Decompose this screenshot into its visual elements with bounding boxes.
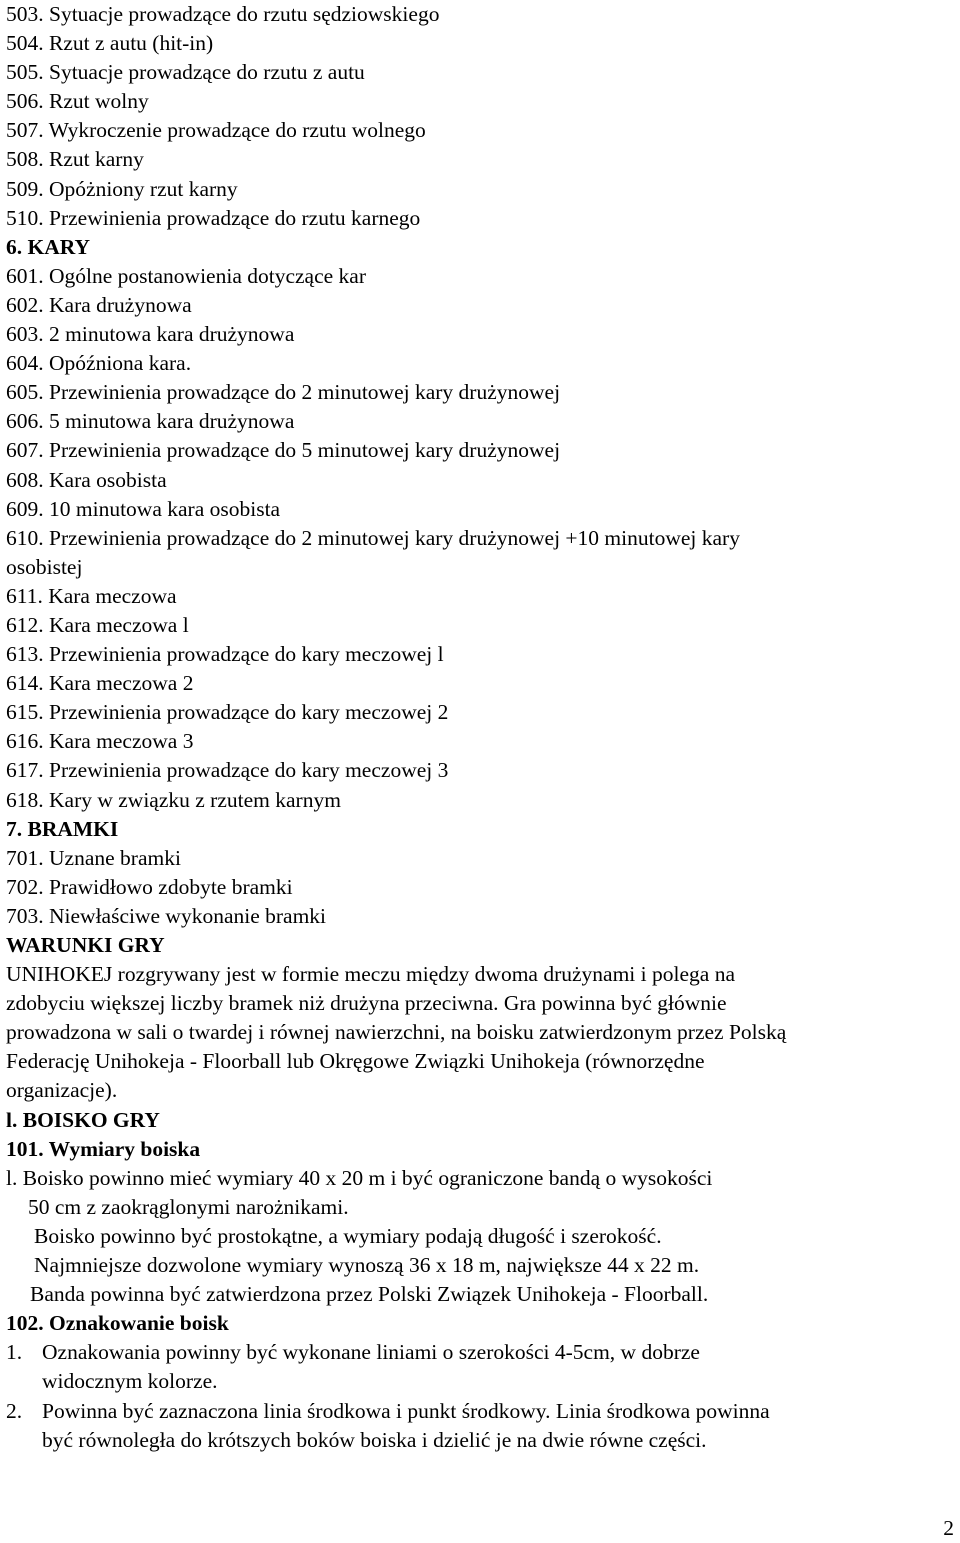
toc-entry: 504. Rzut z autu (hit-in) (6, 31, 214, 56)
document-page (6, 0, 952, 1455)
section-101-line: Banda powinna być zatwierdzona przez Polski Związek Unihokeja - Floorball. (30, 1282, 709, 1307)
section-101-line: 50 cm z zaokrąglonymi narożnikami. (28, 1194, 349, 1219)
section-102-list (6, 1338, 952, 1454)
toc-entry: 601. Ogólne postanowienia dotyczące kar (6, 263, 366, 288)
section-101-line: Najmniejsze dozwolone wymiary wynoszą 36 x 18 m, największe 44 x 22 m. (34, 1253, 700, 1278)
list-item (6, 1397, 952, 1455)
toc-entry: 509. Opóżniony rzut karny (6, 176, 238, 201)
toc-entry: 618. Kary w związku z rzutem karnym (6, 787, 341, 812)
toc-entry: 602. Kara drużynowa (6, 292, 192, 317)
section-101-heading: 101. Wymiary boiska (6, 1136, 201, 1161)
table-of-contents (6, 0, 952, 931)
paragraph-line: Federację Unihokeja - Floorball lub Okręgowe Związki Unihokeja (równorzędne (6, 1049, 705, 1074)
toc-entry: 505. Sytuacje prowadzące do rzutu z autu (6, 60, 365, 85)
list-item-line: być równoległa do krótszych boków boiska i dzielić je na dwie równe części. (42, 1427, 707, 1452)
toc-entry: 616. Kara meczowa 3 (6, 729, 194, 754)
paragraph-line: zdobyciu większej liczby bramek niż drużyna przeciwna. Gra powinna być głównie (6, 991, 727, 1016)
toc-chapter-heading: 7. BRAMKI (6, 816, 119, 841)
section-1-heading: l. BOISKO GRY (6, 1107, 160, 1132)
toc-entry: 507. Wykroczenie prowadzące do rzutu wolnego (6, 118, 426, 143)
list-item-line: widocznym kolorze. (42, 1369, 218, 1394)
toc-entry: 510. Przewinienia prowadzące do rzutu karnego (6, 205, 421, 230)
paragraph-line: UNIHOKEJ rozgrywany jest w formie meczu między dwoma drużynami i polega na (6, 962, 735, 987)
rules-heading: WARUNKI GRY (6, 933, 165, 957)
toc-entry: 603. 2 minutowa kara drużynowa (6, 322, 295, 347)
toc-entry: osobistej (6, 554, 83, 579)
page-number: 2 (943, 1516, 954, 1540)
list-item-line: Powinna być zaznaczona linia środkowa i punkt środkowy. Linia środkowa powinna (42, 1398, 770, 1423)
toc-entry: 506. Rzut wolny (6, 89, 149, 114)
section-101-line: Boisko powinno być prostokątne, a wymiary podają długość i szerokość. (34, 1223, 662, 1248)
toc-entry: 615. Przewinienia prowadzące do kary meczowej 2 (6, 700, 449, 725)
section-101-body (6, 1164, 952, 1309)
list-item-number: 2. (6, 1398, 23, 1423)
toc-entry: 617. Przewinienia prowadzące do kary meczowej 3 (6, 758, 449, 783)
toc-entry: 503. Sytuacje prowadzące do rzutu sędziowskiego (6, 2, 440, 26)
toc-entry: 703. Niewłaściwe wykonanie bramki (6, 903, 327, 928)
toc-entry: 606. 5 minutowa kara drużynowa (6, 409, 295, 434)
toc-entry: 610. Przewinienia prowadzące do 2 minutowej kary drużynowej +10 minutowej kary (6, 525, 740, 550)
paragraph-line: prowadzona w sali o twardej i równej nawierzchni, na boisku zatwierdzonym przez Polską (6, 1020, 787, 1045)
toc-entry: 607. Przewinienia prowadzące do 5 minutowej kary drużynowej (6, 438, 561, 463)
toc-entry: 702. Prawidłowo zdobyte bramki (6, 874, 293, 899)
toc-entry: 609. 10 minutowa kara osobista (6, 496, 281, 521)
toc-entry: 608. Kara osobista (6, 467, 167, 492)
rules-paragraph (6, 960, 952, 1105)
toc-chapter-heading: 6. KARY (6, 234, 91, 259)
toc-entry: 508. Rzut karny (6, 147, 144, 172)
section-101-line: l. Boisko powinno mieć wymiary 40 x 20 m i być ograniczone bandą o wysokości (6, 1165, 713, 1190)
toc-entry: 614. Kara meczowa 2 (6, 671, 194, 696)
toc-entry: 605. Przewinienia prowadzące do 2 minutowej kary drużynowej (6, 380, 561, 405)
toc-entry: 612. Kara meczowa l (6, 612, 189, 637)
section-102-heading: 102. Oznakowanie boisk (6, 1311, 229, 1336)
toc-entry: 604. Opóźniona kara. (6, 351, 192, 376)
toc-entry: 611. Kara meczowa (6, 583, 177, 608)
toc-entry: 701. Uznane bramki (6, 845, 181, 870)
toc-entry: 613. Przewinienia prowadzące do kary meczowej l (6, 642, 444, 667)
paragraph-line: organizacje). (6, 1078, 118, 1103)
list-item (6, 1338, 952, 1396)
list-item-number: 1. (6, 1340, 23, 1365)
list-item-line: Oznakowania powinny być wykonane liniami o szerokości 4-5cm, w dobrze (42, 1340, 700, 1365)
